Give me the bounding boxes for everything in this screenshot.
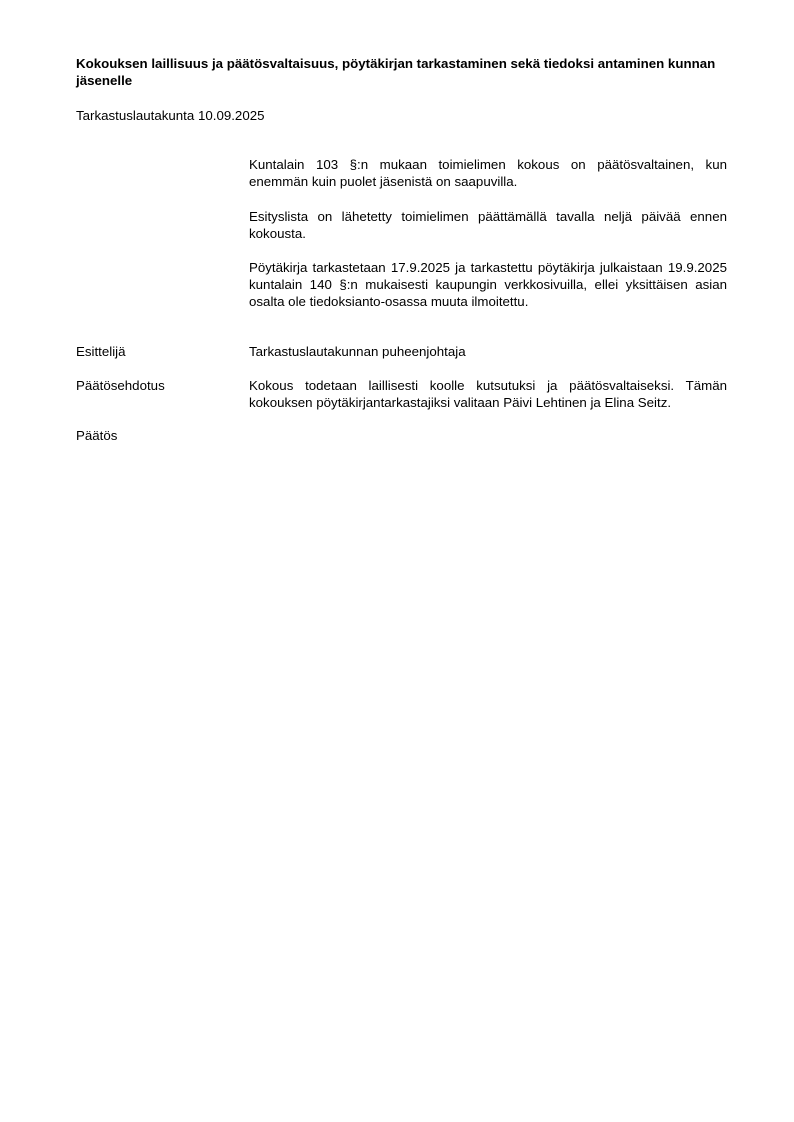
document-title: Kokouksen laillisuus ja päätösvaltaisuus, pöytäkirjan tarkastaminen sekä tiedoksi antaminen kunnan jäsenelle [76,56,716,88]
proposal-value: Kokous todetaan laillisesti koolle kutsutuksi ja päätösvaltaiseksi. Tämän kokouksen pöytäkirjantarkastajiksi valitaan Päivi Lehtinen ja Elina Seitz. [249,378,727,410]
decision-label: Päätös [76,428,118,443]
presenter-label: Esittelijä [76,344,126,359]
proposal-label: Päätösehdotus [76,378,165,393]
committee-date: Tarkastuslautakunta 10.09.2025 [76,108,265,123]
paragraph-quorum: Kuntalain 103 §:n mukaan toimielimen kokous on päätösvaltainen, kun enemmän kuin puolet jäsenistä on saapuvilla. [249,157,727,189]
paragraph-agenda: Esityslista on lähetetty toimielimen päättämällä tavalla neljä päivää ennen kokousta. [249,209,727,241]
paragraph-minutes: Pöytäkirja tarkastetaan 17.9.2025 ja tarkastettu pöytäkirja julkaistaan 19.9.2025 kuntalain 140 §:n mukaisesti kaupungin verkkosivuilla, ellei yksittäisen asian osalta ole tiedoksianto-osassa muuta ilmoitettu. [249,260,727,309]
presenter-value: Tarkastuslautakunnan puheenjohtaja [249,344,466,359]
